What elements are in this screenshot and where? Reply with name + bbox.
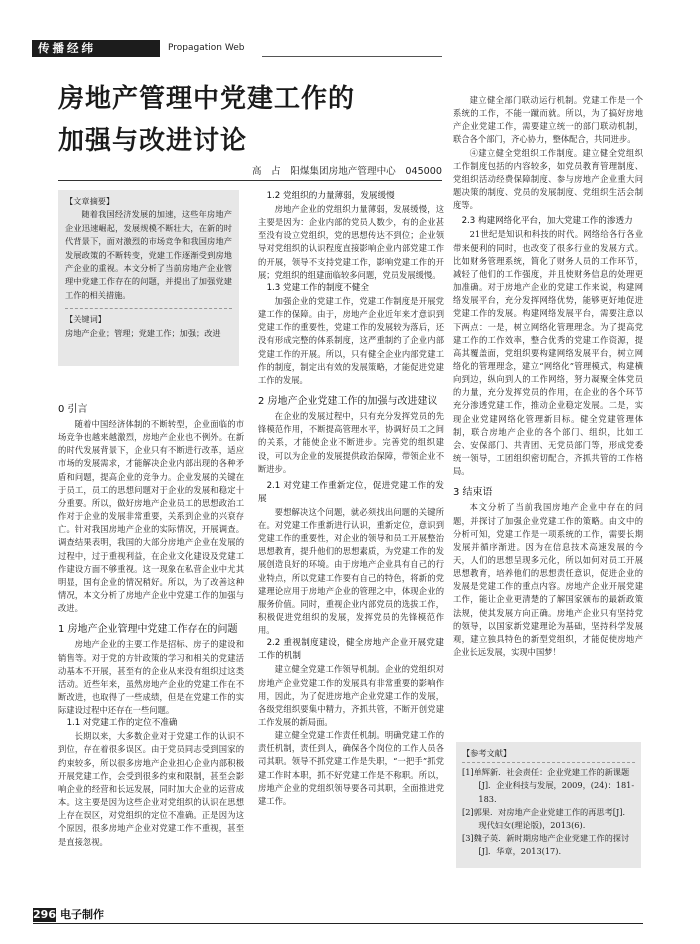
paragraph: 房地产企业的主要工作是招标、房子的建设和销售等。对于党的方针政策的学习和相关的党建活动基本不开展，甚至有的企业从来没有组织过这类活动。近些年来，虽然房地产企业的党建工作在不断改进，也取得了一些成绩，但是在党建工作的实际建设过程中还存在一些问题。 bbox=[58, 639, 244, 716]
author-affiliation: 高 占 阳煤集团房地产管理中心 045000 bbox=[251, 166, 442, 177]
paragraph: 本文分析了当前我国房地产企业中存在的问题，并探讨了加强企业党建工作的策略。由文中的分析可知，党建工作是一项系统的工作，需要长期发展并循序渐进。因为在信息技术高速发展的今天，人们的思想呈现多元化，所以如何对员工开展思想教育，培养他们的思想责任意识，促进企业的发展是党建工作的重点内容。房地产企业开展党建工作，能让企业更清楚的了解国家颁布的最新政策法规，使其发展方向正确。房地产企业只有坚持党的领导，以国家新党建理论为基础，坚持科学发展观，建立独具特色的新型党组织，才能促使房地产企业长远发展，实现中国梦！ bbox=[453, 502, 643, 658]
footer-rule bbox=[33, 923, 643, 924]
abstract-text: 随着我国经济发展的加速，这些年房地产企业迅速崛起，发展规模不断壮大，在新的时代背景下，面对激烈的市场竞争和我国房地产发展政策的不断转变，党建工作逐渐受到房地产企业的重视。本文分析了当前房地产企业管理中党建工作存在的问题，并提出了加强党建工作的相关措施。 bbox=[65, 209, 232, 300]
subsection-heading: 1.1 对党建工作的定位不准确 bbox=[66, 718, 178, 729]
abstract-divider bbox=[65, 308, 232, 309]
column-tag: 传播经纬 bbox=[32, 40, 160, 57]
references-label: 【参考文献】 bbox=[462, 748, 512, 758]
article-title-line2: 加强与改进讨论 bbox=[58, 126, 248, 156]
keywords-text: 房地产企业；管理；党建工作；加强；改进 bbox=[65, 327, 221, 338]
paragraph: 长期以来，大多数企业对于党建工作的认识不到位，存在着很多误区。由于党员同志受到国家的约束较多，所以很多房地产企业担心企业内部积极开展党建工作，会受到很多约束和限制，甚至会影响企业的经营和长远发展，同时加大企业的运营成本。这主要是因为这些企业对党组织的认识在思想上存在误区，对党组织的定位不准确。正是因为这个原因，很多房地产企业对党建工作不重视，甚至是直接忽视。 bbox=[58, 731, 244, 847]
section-heading: 1 房地产企业管理中党建工作存在的问题 bbox=[58, 624, 238, 636]
body-column-left bbox=[58, 403, 244, 903]
keywords-label: 【关键词】 bbox=[65, 314, 106, 325]
references-box bbox=[456, 742, 641, 868]
paragraph: 建立健全部门联动运行机制。党建工作是一个系统的工作，不能一蹴而就。所以，为了搞好房地产企业党建工作，需要建立统一的部门联动机制，联合各个部门，齐心协力，整体配合，共同进步。 bbox=[453, 95, 643, 145]
paragraph: 在企业的发展过程中，只有充分发挥党员的先锋模范作用，不断提高管理水平，协调好员工之间的关系，才能使企业不断进步。完善党的组织建设，可以为企业的发展提供政治保障，带领企业不断进步。 bbox=[258, 411, 444, 474]
paragraph: 建立健全党建工作责任机制。明确党建工作的责任机制，责任到人，确保各个岗位的工作人员各司其职。领导不抓党建工作是失职，“一把手”抓党建工作时本职，抓不好党建工作是不称职。所以，房地产企业的党组织领导要各司其职，全面推进党建工作。 bbox=[258, 730, 444, 806]
journal-name: 电子制作 bbox=[60, 908, 104, 921]
paragraph: 要想解决这个问题，就必须找出问题的关键所在。对党建工作重新进行认识，重新定位，意识到党建工作的重要性，对企业的领导和员工开展整治思想教育，提升他们的思想素质，为党建工作的发展创造良好的环境。由于房地产企业具有自己的行业特点，所以党建工作要有自己的特色，将新的党建理论应用于房地产企业的管理之中，体现企业的服务价值。同时，重视企业内部党员的选拔工作，积极促进党组织的发展，发挥党员的先锋模范作用。 bbox=[258, 506, 444, 636]
section-heading: 3 结束语 bbox=[453, 487, 493, 499]
paragraph: 加强企业的党建工作，党建工作制度是开展党建工作的保障。由于，房地产企业近年来才意识到党建工作的重要性，党建工作的发展较为落后，还没有形成完整的体系制度，这严重制约了企业内部党建工作的开展。所以，只有健全企业内部党建工作的制度，制定出有效的发展策略，才能促进党建工作的发展。 bbox=[258, 295, 444, 385]
subsection-heading: 2.3 构建网络化平台，加大党建工作的渗透力 bbox=[461, 216, 633, 227]
body-column-right bbox=[453, 94, 643, 726]
section-heading: 2 房地产企业党建工作的加强与改进建议 bbox=[258, 396, 438, 408]
header-rule bbox=[262, 56, 442, 57]
column-tag-english: Propagation Web bbox=[168, 43, 245, 53]
section-heading: 0 引言 bbox=[58, 404, 88, 415]
subsection-heading: 2.1 对党建工作重新定位，促进党建工作的发展 bbox=[258, 480, 444, 504]
paragraph: 建立健全党建工作领导机制。企业的党组织对房地产企业党建工作的发展具有非常重要的影响作用，因此，为了促进房地产企业党建工作的发展，各级党组织要集中精力，齐抓共管，不断开创党建工作发展的新局面。 bbox=[258, 664, 444, 727]
subsection-heading: 1.2 党组织的力量薄弱，发展缓慢 bbox=[266, 191, 395, 201]
abstract-box bbox=[58, 190, 239, 366]
paragraph: 房地产企业的党组织力量薄弱，发展缓慢，这主要是因为：企业内部的党员人数少，有的企业甚至没有设立党组织，党的思想传达不到位；企业领导对党组织的认识程度直接影响企业内部党建工作的开展，领导不支持党建工作，影响党建工作的开展；党组织的组建面临较多问题，党员发展缓慢。 bbox=[258, 204, 444, 280]
article-title-line1: 房地产管理中党建工作的 bbox=[58, 84, 356, 114]
reference-item: [3]魏子英．新时期房地产企业党建工作的探讨[J]．华章，2013(17). bbox=[462, 833, 630, 857]
paragraph: ④建立健全党组织工作制度。建立健全党组织工作制度包括的内容较多，如党员教育管理制度、党组织活动经费保障制度、参与房地产企业重大问题决策的制度、党员的发展制度、党组织生活会制度等。 bbox=[453, 147, 643, 211]
reference-item: [2]郭果．对房地产企业党建工作的再思考[J]．现代妇女(理论版)，2013(6). bbox=[462, 806, 631, 831]
references-divider bbox=[462, 762, 635, 763]
abstract-label: 【文章摘要】 bbox=[65, 196, 115, 206]
page-number: 296 bbox=[33, 908, 56, 921]
subsection-heading: 2.2 重视制度建设，健全房地产企业开展党建工作的机制 bbox=[258, 638, 444, 662]
paragraph: 21世纪是知识和科技的时代。网络给各行各业带来便利的同时，也改变了很多行业的发展方式。比如财务管理系统，简化了财务人员的工作环节，减轻了他们的工作强度，并且使财务信息的处理更加准确。对于房地产企业的党建工作来说，构建网络发展平台，充分发挥网络优势，能够更好地促进党建工作的发展。构建网络发展平台，需要注意以下两点：一是，树立网络化管理理念。为了提高党建工作的工作效率，整合优秀的党建工作资源，提高其覆盖面，党组织要构建网络发展平台，树立网络化的管理理念，建立“网络化”管理模式，构建横向到边，纵向到人的工作网络，努力凝聚全体党员的力量，充分发挥党员的作用，在企业的各个环节充分渗透党建工作，推动企业稳定发展。二是，实现企业党建网络化管理新目标。健全党建管理体制，联合房地产企业的各个部门、组织，比如工会、安保部门、共青团、无党员部门等，形成党委统一领导，工团组织密切配合，齐抓共管的工作格局。 bbox=[453, 229, 643, 477]
author-rule bbox=[58, 180, 442, 181]
subsection-heading: 1.3 党建工作的制度不健全 bbox=[266, 282, 369, 293]
body-column-middle bbox=[258, 190, 444, 903]
paragraph: 随着中国经济体制的不断转型，企业面临的市场竞争也越来越激烈，房地产企业也不例外。在新的时代发展背景下，企业只有不断进行改革，适应市场的发展需求，才能解决企业内部出现的各种矛盾和问题，提高企业的竞争力。企业发展的关键在于员工，员工的思想问题对于企业的发展和稳定十分重要。所以，做好房地产企业员工的思想政治工作对于企业的发展非常重要，关系到企业的兴衰存亡。针对我国房地产企业的实际情况，开展调查。调查结果表明，我国的大部分房地产企业在发展的过程中，过于重视利益，在企业文化建设及党建工作建设方面不够重视。这一现象在私营企业中尤其明显，国有企业的情况稍好。所以，为了改善这种情况，本文分析了房地产企业中党建工作的加强与改进。 bbox=[58, 419, 244, 614]
reference-item: [1]单辉新．社会责任：企业党建工作的新课题[J]．企业科技与发展，2009，(24)：181-183. bbox=[462, 767, 635, 804]
